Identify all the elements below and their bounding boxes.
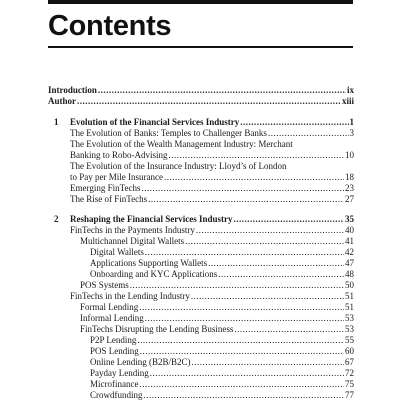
toc-entry-page: 51	[345, 302, 354, 312]
dot-leader	[145, 313, 344, 324]
toc-entry-page: 75	[345, 379, 354, 389]
toc-entry-title: The Evolution of Banks: Temples to Challenger Banks	[70, 128, 267, 138]
toc-entry-page: 27	[345, 194, 354, 204]
toc-entry-page: 10	[345, 150, 354, 160]
chapter-number: 1	[54, 117, 59, 127]
top-rule	[48, 0, 353, 4]
toc-entry[interactable]	[80, 280, 354, 291]
dot-leader	[196, 225, 344, 236]
dot-leader	[240, 117, 348, 128]
dot-leader	[191, 291, 344, 302]
toc-entry-title: P2P Lending	[90, 335, 137, 345]
toc-entry[interactable]	[90, 269, 354, 280]
toc-entry-title: Informal Lending	[80, 313, 144, 323]
toc-entry-title-line: The Evolution of the Insurance Industry: Lloyd’s of London	[70, 161, 287, 171]
toc-entry-title: Microfinance	[90, 379, 139, 389]
toc-entry-title: Introduction	[48, 85, 97, 95]
dot-leader	[98, 85, 346, 96]
toc-entry[interactable]	[48, 85, 354, 96]
toc-entry-page: 18	[345, 172, 354, 182]
dot-leader	[234, 324, 344, 335]
toc-entry-page: 60	[345, 346, 354, 356]
dot-leader	[169, 150, 344, 161]
toc-entry[interactable]	[90, 379, 354, 390]
toc-entry-title: The Rise of FinTechs	[70, 194, 148, 204]
toc-entry-title: Payday Lending	[90, 368, 149, 378]
toc-entry-page: ix	[346, 85, 354, 95]
toc-entry-page: xiii	[341, 96, 354, 106]
toc-entry-page: 77	[345, 390, 354, 400]
toc-entry-title: Applications Supporting Wallets	[90, 258, 208, 268]
toc-entry-page: 40	[345, 225, 354, 235]
toc-entry-page: 47	[345, 258, 354, 268]
toc-entry[interactable]	[80, 302, 354, 313]
page-title: Contents	[48, 10, 172, 42]
toc-entry-title: FinTechs in the Lending Industry	[70, 291, 190, 301]
toc-entry-title: POS Lending	[90, 346, 139, 356]
toc-entry[interactable]	[90, 258, 354, 269]
toc-entry-page: 72	[345, 368, 354, 378]
toc-entry-page: 3	[349, 128, 354, 138]
toc-chapter-entry[interactable]	[54, 214, 354, 225]
dot-leader	[141, 183, 344, 194]
toc-entry-title-line: The Evolution of the Wealth Management Industry: Merchant	[70, 139, 293, 149]
toc-entry-title: Onboarding and KYC Applications	[90, 269, 218, 279]
dot-leader	[208, 258, 344, 269]
toc-entry-title: Digital Wallets	[90, 247, 144, 257]
toc-entry-title: Reshaping the Financial Services Industry	[70, 214, 233, 224]
dot-leader	[148, 194, 344, 205]
chapter-number: 2	[54, 214, 59, 224]
toc-entry-title: Emerging FinTechs	[70, 183, 141, 193]
dot-leader	[140, 346, 344, 357]
toc-entry-title: FinTechs in the Payments Industry	[70, 225, 195, 235]
toc-entry-title: Author	[48, 96, 77, 106]
toc-entry-title: POS Systems	[80, 280, 129, 290]
toc-entry-title: Formal Lending	[80, 302, 139, 312]
toc-entry[interactable]	[48, 96, 354, 107]
dot-leader	[218, 269, 344, 280]
toc-entry-page: 55	[345, 335, 354, 345]
dot-leader	[192, 357, 345, 368]
toc-entry-page: 23	[345, 183, 354, 193]
toc-entry[interactable]	[70, 225, 354, 236]
dot-leader	[145, 247, 344, 258]
toc-entry-page: 53	[345, 324, 354, 334]
toc-entry-page: 50	[345, 280, 354, 290]
toc-entry-page: 35	[345, 214, 354, 224]
toc-entry-page: 48	[345, 269, 354, 279]
toc-entry-page: 51	[345, 291, 354, 301]
toc-entry[interactable]	[90, 368, 354, 379]
toc-entry[interactable]	[70, 194, 354, 205]
dot-leader	[130, 280, 344, 291]
toc-entry[interactable]	[70, 128, 354, 139]
dot-leader	[150, 368, 344, 379]
toc-entry[interactable]	[80, 236, 354, 247]
toc-entry-title: to Pay per Mile Insurance	[70, 172, 163, 182]
toc-entry-title: Online Lending (B2B/B2C)	[90, 357, 191, 367]
dot-leader	[144, 390, 345, 400]
toc-entry-title: Evolution of the Financial Services Industry	[70, 117, 240, 127]
toc-entry-page: 42	[345, 247, 354, 257]
toc-entry[interactable]	[70, 150, 354, 161]
dot-leader	[164, 172, 344, 183]
toc-entry[interactable]	[70, 183, 354, 194]
dot-leader	[137, 335, 344, 346]
toc-entry[interactable]	[70, 291, 354, 302]
toc-entry[interactable]	[90, 357, 354, 368]
toc-entry[interactable]	[80, 313, 354, 324]
toc-chapter-entry[interactable]	[54, 117, 354, 128]
toc-entry-title: FinTechs Disrupting the Lending Business	[80, 324, 234, 334]
dot-leader	[139, 379, 344, 390]
toc-entry[interactable]	[90, 335, 354, 346]
toc-entry-page: 41	[345, 236, 354, 246]
toc-entry-page: 1	[349, 117, 354, 127]
toc-entry[interactable]	[90, 247, 354, 258]
toc-entry-title: Multichannel Digital Wallets	[80, 236, 185, 246]
dot-leader	[268, 128, 349, 139]
dot-leader	[77, 96, 341, 107]
toc-entry-title: Banking to Robo-Advising	[70, 150, 168, 160]
dot-leader	[139, 302, 344, 313]
toc-entry[interactable]	[80, 324, 354, 335]
toc-entry[interactable]	[70, 172, 354, 183]
toc-entry-page: 53	[345, 313, 354, 323]
toc-entry-title: Crowdfunding	[90, 390, 143, 400]
toc-entry-page: 67	[345, 357, 354, 367]
toc-entry[interactable]	[90, 390, 354, 400]
toc-entry[interactable]	[90, 346, 354, 357]
dot-leader	[185, 236, 344, 247]
title-rule	[48, 46, 353, 48]
dot-leader	[234, 214, 344, 225]
